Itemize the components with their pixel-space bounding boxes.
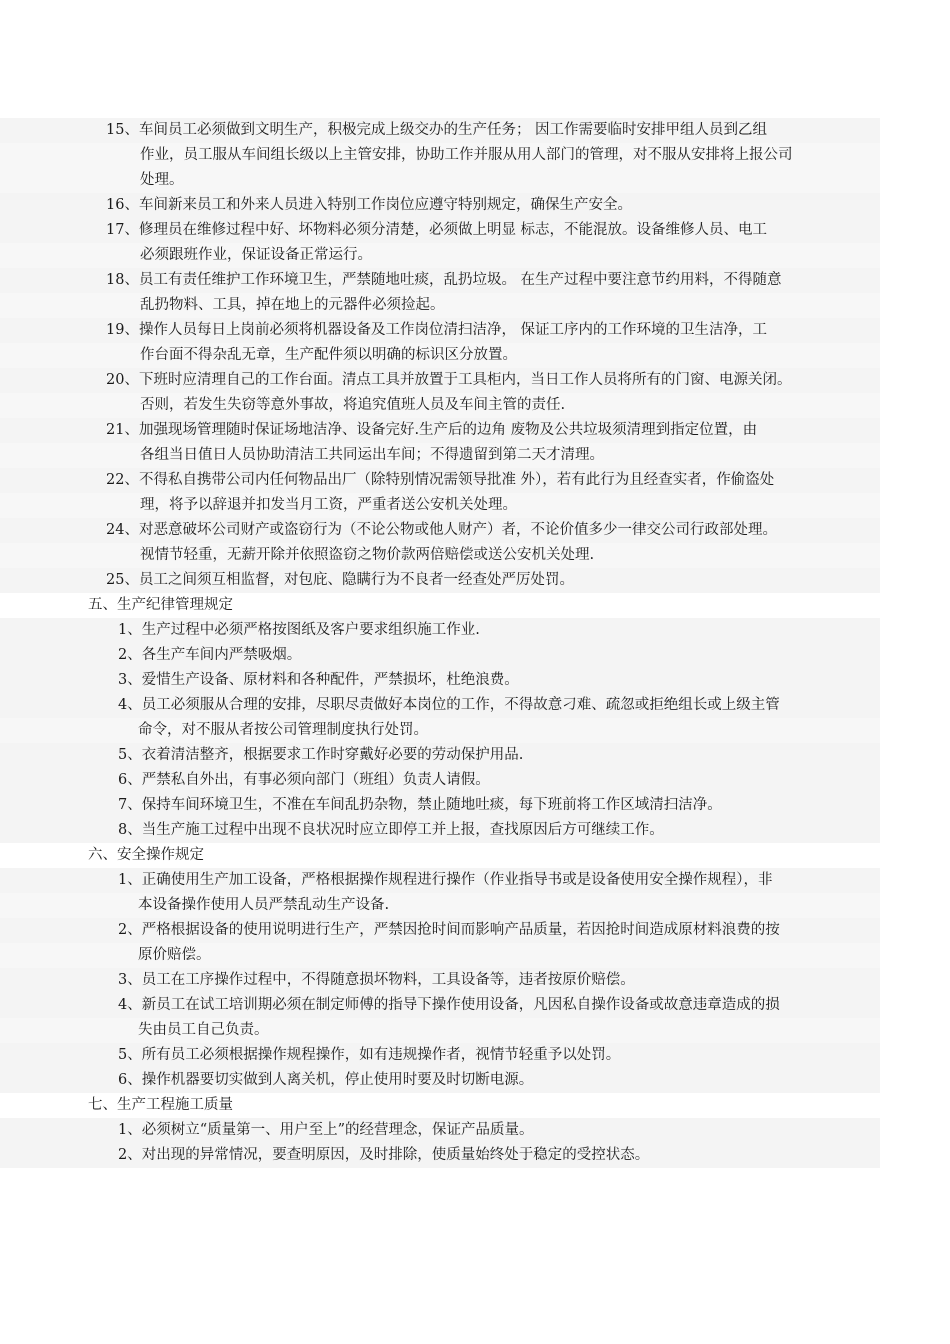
item-text: 严格根据设备的使用说明进行生产，严禁因抢时间而影响产品质量，若因抢时间造成原材料浪费的按	[141, 922, 780, 938]
item-first-line	[0, 568, 880, 593]
item-text: 所有员工必须根据操作规程操作，如有违规操作者，视情节轻重予以处罚。	[141, 1047, 621, 1063]
item-number: 16、	[106, 197, 139, 213]
list-item	[0, 918, 950, 968]
item-first-line	[0, 1043, 880, 1068]
item-text: 下班时应清理自己的工作台面。清点工具并放置于工具柜内，当日工作人员将所有的门窗、电源关闭。	[138, 372, 792, 388]
item-text: 对恶意破坏公司财产或盗窃行为（不论公物或他人财产）者，不论价值多少一律交公司行政部处理。	[138, 522, 777, 538]
list-item	[0, 693, 950, 743]
item-number: 19、	[106, 322, 139, 338]
item-number: 1、	[118, 872, 142, 888]
item-number: 25、	[106, 572, 139, 588]
item-text: 员工必须服从合理的安排，尽职尽责做好本岗位的工作，不得故意刁难、疏忽或拒绝组长或上级主管	[141, 697, 780, 713]
list-item	[0, 818, 950, 843]
item-text: 对出现的异常情况，要查明原因，及时排除，使质量始终处于稳定的受控状态。	[141, 1147, 650, 1163]
item-text: 正确使用生产加工设备，严格根据操作规程进行操作（作业指导书或是设备使用安全操作规程），非	[141, 872, 773, 888]
list-item	[0, 643, 950, 668]
item-number: 2、	[118, 1147, 142, 1163]
item-text: 新员工在试工培训期必须在制定师傅的指导下操作使用设备，凡因私自操作设备或故意违章造成的损	[141, 997, 780, 1013]
item-text: 各生产车间内严禁吸烟。	[141, 647, 302, 663]
item-number: 4、	[118, 997, 142, 1013]
item-first-line	[0, 618, 880, 643]
item-number: 20、	[106, 372, 139, 388]
item-text: 加强现场管理随时保证场地洁净、设备完好.生产后的边角 废物及公共垃圾须清理到指定位置，由	[138, 422, 758, 438]
item-first-line	[0, 793, 880, 818]
item-continuation-line: 命令，对不服从者按公司管理制度执行处罚。	[0, 718, 880, 743]
item-number: 21、	[106, 422, 139, 438]
item-number: 3、	[118, 672, 142, 688]
item-text: 当生产施工过程中出现不良状况时应立即停工并上报，查找原因后方可继续工作。	[141, 822, 664, 838]
list-item	[0, 468, 950, 518]
item-first-line	[0, 993, 880, 1018]
item-first-line	[0, 268, 880, 293]
item-text: 车间员工必须做到文明生产，积极完成上级交办的生产任务； 因工作需要临时安排甲组人员到乙组	[138, 122, 768, 138]
item-first-line	[0, 368, 880, 393]
list-item	[0, 743, 950, 768]
item-first-line	[0, 318, 880, 343]
item-first-line	[0, 193, 880, 218]
item-text: 修理员在维修过程中好、坏物料必须分清楚，必须做上明显 标志，不能混放。设备维修人员、电工	[138, 222, 768, 238]
item-continuation-line: 作台面不得杂乱无章，生产配件须以明确的标识区分放置。	[0, 343, 880, 368]
list-item	[0, 993, 950, 1043]
item-text: 操作人员每日上岗前必须将机器设备及工作岗位清扫洁净， 保证工序内的工作环境的卫生洁净，工	[138, 322, 768, 338]
item-first-line	[0, 643, 880, 668]
item-continuation-line: 否则，若发生失窃等意外事故，将追究值班人员及车间主管的责任.	[0, 393, 880, 418]
item-number: 17、	[106, 222, 139, 238]
item-number: 2、	[118, 922, 142, 938]
item-first-line	[0, 118, 880, 143]
list-item	[0, 1043, 950, 1068]
item-text: 爱惜生产设备、原材料和各种配件，严禁损坏，杜绝浪费。	[141, 672, 519, 688]
item-number: 1、	[118, 622, 142, 638]
item-text: 必须树立“质量第一、用户至上”的经营理念，保证产品质量。	[141, 1122, 534, 1138]
list-item	[0, 318, 950, 368]
item-first-line	[0, 918, 880, 943]
item-number: 7、	[118, 797, 142, 813]
item-first-line	[0, 518, 880, 543]
item-first-line	[0, 218, 880, 243]
item-text: 衣着清洁整齐，根据要求工作时穿戴好必要的劳动保护用品.	[141, 747, 524, 763]
item-number: 5、	[118, 747, 142, 763]
item-text: 车间新来员工和外来人员进入特别工作岗位应遵守特别规定，确保生产安全。	[138, 197, 632, 213]
item-first-line	[0, 1143, 880, 1168]
item-first-line	[0, 868, 880, 893]
section-heading: 五、生产纪律管理规定	[88, 597, 233, 613]
item-number: 22、	[106, 472, 139, 488]
section-heading: 六、安全操作规定	[88, 847, 204, 863]
item-first-line	[0, 968, 880, 993]
item-number: 15、	[106, 122, 139, 138]
item-number: 4、	[118, 697, 142, 713]
item-first-line	[0, 1068, 880, 1093]
item-first-line	[0, 743, 880, 768]
item-text: 员工之间须互相监督，对包庇、隐瞒行为不良者一经查处严厉处罚。	[138, 572, 574, 588]
list-item	[0, 218, 950, 268]
item-text: 保持车间环境卫生，不准在车间乱扔杂物，禁止随地吐痰，每下班前将工作区域清扫洁净。	[141, 797, 722, 813]
item-continuation-line: 乱扔物料、工具，掉在地上的元器件必须捡起。	[0, 293, 880, 318]
item-number: 1、	[118, 1122, 142, 1138]
item-first-line	[0, 468, 880, 493]
list-item	[0, 193, 950, 218]
item-number: 5、	[118, 1047, 142, 1063]
list-item	[0, 618, 950, 643]
list-item	[0, 768, 950, 793]
list-item	[0, 1143, 950, 1168]
item-continuation-line: 本设备操作使用人员严禁乱动生产设备.	[0, 893, 880, 918]
item-first-line	[0, 1118, 880, 1143]
item-number: 24、	[106, 522, 139, 538]
list-item	[0, 518, 950, 568]
list-item	[0, 118, 950, 193]
item-number: 6、	[118, 772, 142, 788]
item-continuation-line: 失由员工自己负责。	[0, 1018, 880, 1043]
list-item	[0, 1118, 950, 1143]
list-item	[0, 1068, 950, 1093]
item-number: 6、	[118, 1072, 142, 1088]
item-first-line	[0, 818, 880, 843]
item-continuation-line: 处理。	[0, 168, 880, 193]
item-continuation-line: 理，将予以辞退并扣发当月工资，严重者送公安机关处理。	[0, 493, 880, 518]
item-first-line	[0, 768, 880, 793]
item-text: 员工在工序操作过程中，不得随意损坏物料，工具设备等，违者按原价赔偿。	[141, 972, 635, 988]
item-first-line	[0, 693, 880, 718]
item-text: 生产过程中必须严格按图纸及客户要求组织施工作业.	[141, 622, 480, 638]
item-continuation-line: 视情节轻重，无薪开除并依照盗窃之物价款两倍赔偿或送公安机关处理.	[0, 543, 880, 568]
list-item	[0, 268, 950, 318]
item-text: 操作机器要切实做到人离关机，停止使用时要及时切断电源。	[141, 1072, 534, 1088]
item-first-line	[0, 418, 880, 443]
item-number: 8、	[118, 822, 142, 838]
list-item	[0, 368, 950, 418]
list-item	[0, 968, 950, 993]
list-item	[0, 793, 950, 818]
item-number: 2、	[118, 647, 142, 663]
item-continuation-line: 必须跟班作业，保证设备正常运行。	[0, 243, 880, 268]
item-continuation-line: 原价赔偿。	[0, 943, 880, 968]
item-continuation-line: 各组当日值日人员协助清洁工共同运出车间；不得遗留到第二天才清理。	[0, 443, 880, 468]
item-continuation-line: 作业，员工服从车间组长级以上主管安排，协助工作并服从用人部门的管理，对不服从安排将上报公司	[0, 143, 880, 168]
item-number: 3、	[118, 972, 142, 988]
item-first-line	[0, 668, 880, 693]
list-item	[0, 868, 950, 918]
list-item	[0, 568, 950, 593]
item-number: 18、	[106, 272, 139, 288]
section-heading: 七、生产工程施工质量	[88, 1097, 233, 1113]
item-text: 员工有责任维护工作环境卫生，严禁随地吐痰，乱扔垃圾。 在生产过程中要注意节约用料，不得随意	[138, 272, 782, 288]
list-item	[0, 668, 950, 693]
item-text: 严禁私自外出，有事必须向部门（班组）负责人请假。	[141, 772, 490, 788]
item-text: 不得私自携带公司内任何物品出厂（除特别情况需领导批准 外），若有此行为且经查实者，作偷盗处	[138, 472, 775, 488]
list-item	[0, 418, 950, 468]
document-body	[0, 118, 950, 1168]
